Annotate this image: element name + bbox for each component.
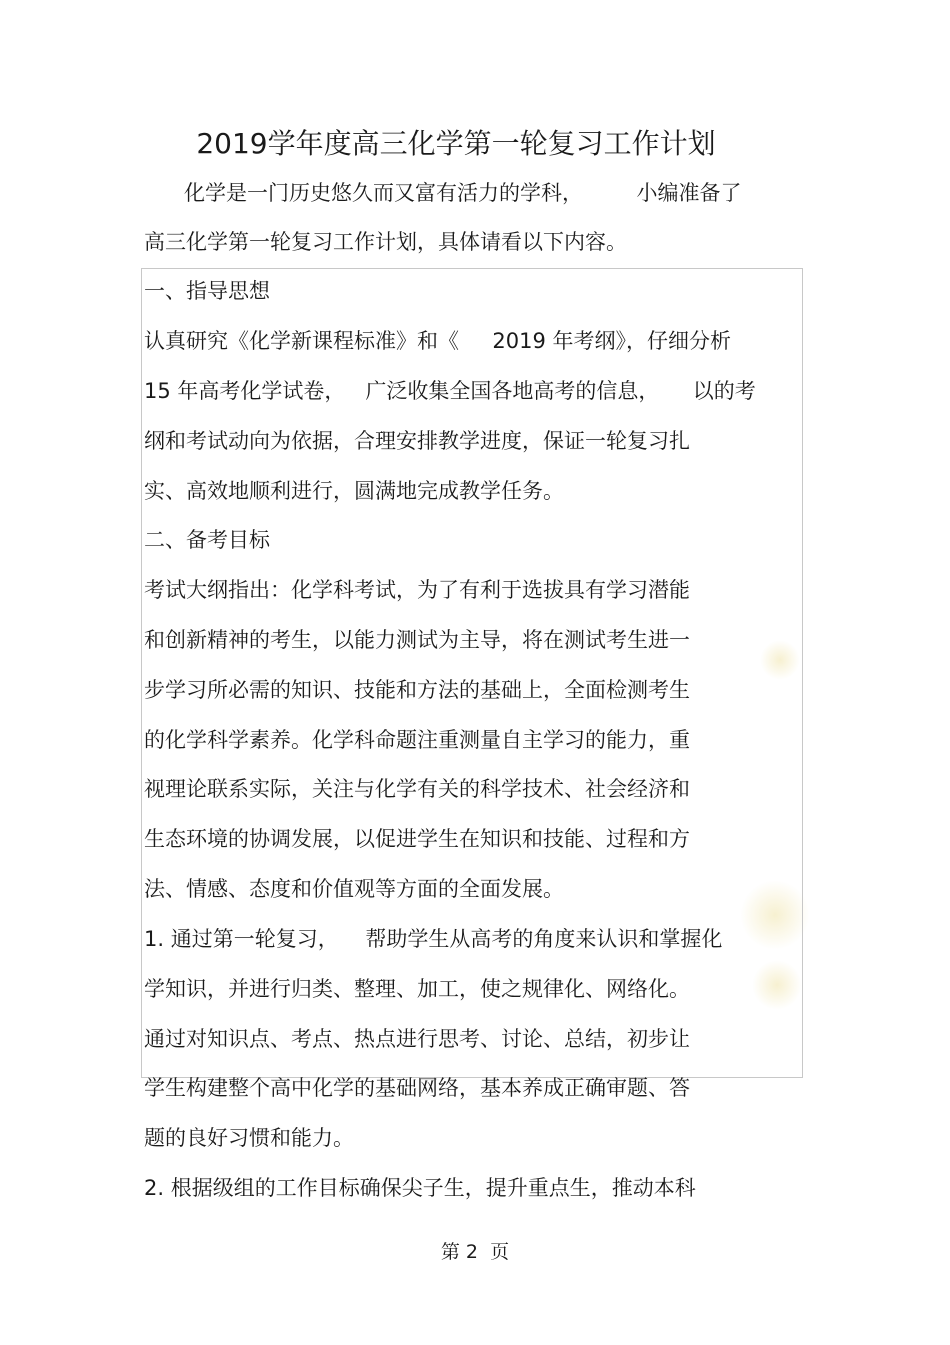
section-heading: 二、备考目标 bbox=[144, 528, 270, 552]
paragraph-line: 学知识，并进行归类、整理、加工，使之规律化、网络化。 bbox=[144, 977, 690, 1001]
paragraph-line: 学生构建整个高中化学的基础网络，基本养成正确审题、答 bbox=[144, 1076, 690, 1100]
document-title: 2019学年度高三化学第一轮复习工作计划 bbox=[196, 127, 716, 160]
paragraph-line: 的化学科学素养。化学科命题注重测量自主学习的能力，重 bbox=[144, 728, 690, 752]
paragraph-line: 1. 通过第一轮复习， 帮助学生从高考的角度来认识和掌握化 bbox=[144, 927, 723, 951]
paragraph-line: 纲和考试动向为依据，合理安排教学进度，保证一轮复习扎 bbox=[144, 429, 690, 453]
paragraph-line: 通过对知识点、考点、热点进行思考、讨论、总结，初步让 bbox=[144, 1027, 690, 1051]
paragraph-line: 2. 根据级组的工作目标确保尖子生，提升重点生，推动本科 bbox=[144, 1176, 696, 1200]
paragraph-line: 和创新精神的考生，以能力测试为主导，将在测试考生进一 bbox=[144, 628, 690, 652]
section-heading: 一、指导思想 bbox=[144, 279, 270, 303]
paragraph-line: 认真研究《化学新课程标准》和《 2019 年考纲》，仔细分析 bbox=[144, 329, 731, 353]
paragraph-line: 法、情感、态度和价值观等方面的全面发展。 bbox=[144, 877, 564, 901]
paragraph-line: 高三化学第一轮复习工作计划，具体请看以下内容。 bbox=[144, 230, 627, 254]
page-number: 第 2 页 bbox=[440, 1241, 510, 1263]
paragraph-line: 步学习所必需的知识、技能和方法的基础上，全面检测考生 bbox=[144, 678, 690, 702]
paragraph-line: 题的良好习惯和能力。 bbox=[144, 1126, 354, 1150]
paragraph-line: 化学是一门历史悠久而又富有活力的学科， 小编准备了 bbox=[144, 181, 742, 205]
paragraph-line: 生态环境的协调发展，以促进学生在知识和技能、过程和方 bbox=[144, 827, 690, 851]
paragraph-line: 考试大纲指出：化学科考试，为了有利于选拔具有学习潜能 bbox=[144, 578, 690, 602]
paragraph-line: 视理论联系实际，关注与化学有关的科学技术、社会经济和 bbox=[144, 777, 690, 801]
paragraph-line: 15 年高考化学试卷， 广泛收集全国各地高考的信息， 以的考 bbox=[144, 379, 756, 403]
paragraph-line: 实、高效地顺利进行，圆满地完成教学任务。 bbox=[144, 479, 564, 503]
